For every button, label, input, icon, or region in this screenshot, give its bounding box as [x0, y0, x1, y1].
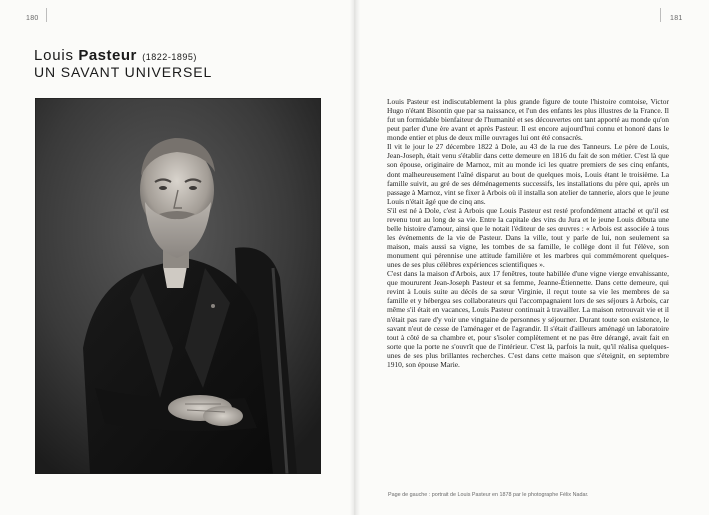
- paragraph: S'il est né à Dole, c'est à Arbois que Louis Pasteur est resté profondément attaché et qu'il est revenu tout au long de sa vie. Entre la capitale des vins du Jura et le jeune Louis débuta une belle histoire d'amour, ainsi que le notait l'éditeur de ses œuvres : « Arbois est associée à tous les événements de la vie de Pasteur. Dans la ville, tout y parle de lui, non seulement sa maison, mais aussi sa vigne, les tombes de sa famille, le collège dont il fut l'élève, son monument qui pérennise une attitude familière et les marbres qui commémorent quelques-unes de ses plus célèbres expériences scientifiques ».: [387, 205, 669, 270]
- chapter-subtitle: UN SAVANT UNIVERSEL: [34, 64, 213, 80]
- photo-caption: Page de gauche : portrait de Louis Pasteur en 1878 par le photographe Félix Nadar.: [388, 492, 589, 498]
- paragraph: C'est dans la maison d'Arbois, aux 17 fenêtres, toute habillée d'une vigne vierge envahissante, que moururent Jean-Joseph Pasteur et sa femme, Jeanne-Étiennette. Dans cette demeure, qui revint à Louis suite au décès de sa sœur Virginie, il reçut toute sa vie les membres de sa famille et y hébergea ses collaborateurs qui l'accompagnaient lors de ses séjours à Arbois, car même s'il était en vacances, Louis Pasteur continuait à travailler. La maison retrouvait vie et il n'était pas rare d'y voir une vingtaine de personnes y séjourner. Durant toute son existence, le savant n'eut de cesse de l'aménager et de l'agrandir. Il s'était d'ailleurs aménagé un laboratoire tout à côté de sa chambre et, pour s'isoler complètement et ne pas être dérangé, avait fait en sorte que la porte ne s'ouvrît que de l'intérieur. C'est là, parfois la nuit, qu'il réalisa quelques-unes de ses plus brillantes recherches. C'est dans cette maison que s'éteignit, en septembre 1910, son épouse Marie.: [387, 269, 669, 369]
- book-gutter: [350, 0, 360, 515]
- portrait-illustration: [35, 98, 321, 474]
- chapter-title: [34, 48, 197, 64]
- paragraph: Il vit le jour le 27 décembre 1822 à Dole, au 43 de la rue des Tanneurs. Le père de Louis, Jean-Joseph, était venu s'établir dans cette demeure en 1816 du fait de son métier. C'est là que son épouse, originaire de Marnoz, mit au monde ici les quatre premiers de ses cinq enfants, dont malheureusement l'aîné disparut au bout de quelques mois, Louis étant le troisième. La famille suivit, au gré de ses déménagements successifs, les installations du père qui, après un passage à Marnoz, vint se fixer à Arbois où il installa son atelier de tannerie, alors que le jeune Louis n'était âgé que de cinq ans.: [387, 142, 669, 206]
- folio-rule-left: [46, 8, 47, 22]
- portrait-photo: [35, 98, 321, 474]
- left-page-number: 180: [26, 15, 39, 22]
- paragraph: Louis Pasteur est indiscutablement la plus grande figure de toute l'histoire comtoise, Victor Hugo n'étant Bisontin que par sa naissance, et l'un des enfants les plus illustres de la France. Il fut un formidable bienfaiteur de l'humanité et ses découvertes ont tant apporté au monde qu'on peut parler d'une ère avant et après Pasteur. Il est encore aujourd'hui connu et honoré dans le monde entier et plus de deux mille ouvrages lui ont été consacrés.: [387, 97, 669, 143]
- title-dates: (1822-1895): [142, 52, 197, 62]
- article-body: [387, 97, 669, 369]
- folio-rule-right: [660, 8, 661, 22]
- title-last-name: Pasteur: [78, 47, 137, 64]
- right-page-number: 181: [670, 15, 683, 22]
- title-first-name: Louis: [34, 47, 74, 64]
